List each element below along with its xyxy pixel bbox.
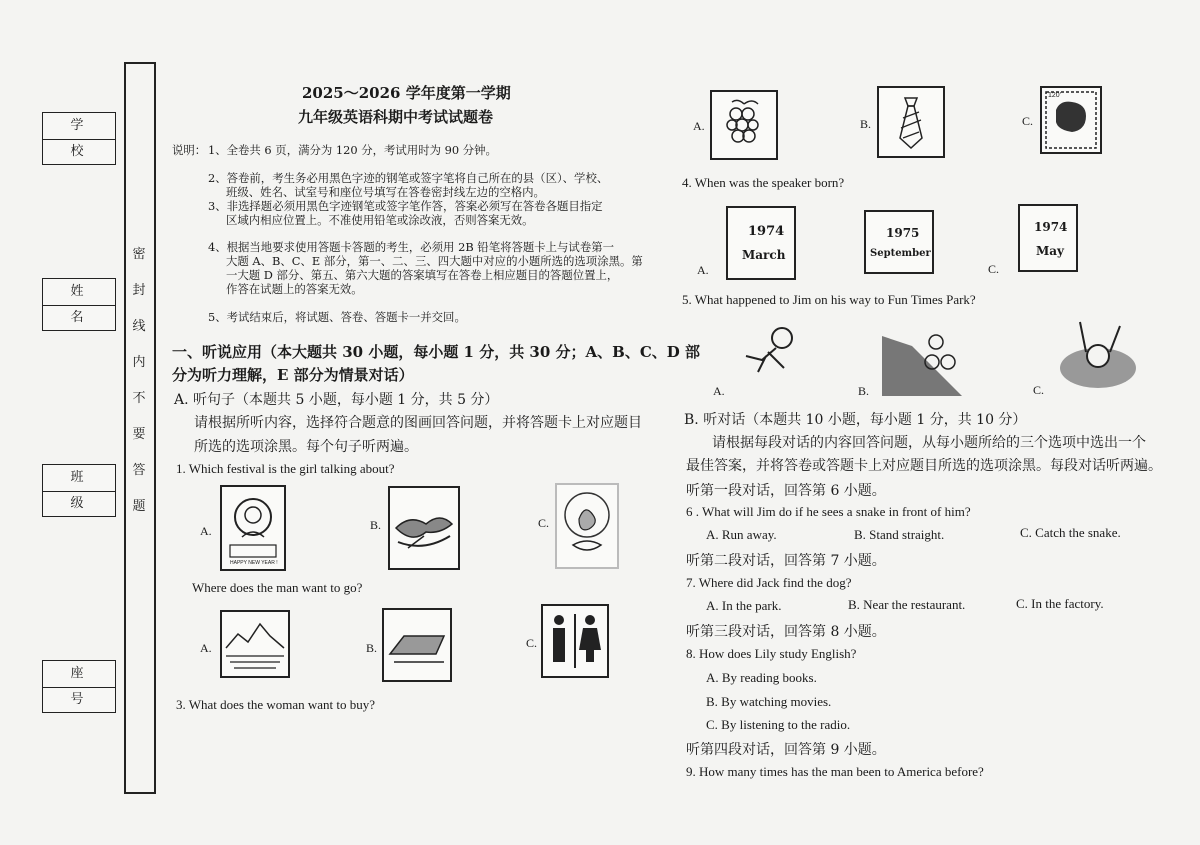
seal-text: [130, 248, 148, 536]
question-1: 1. Which festival is the girl talking about?: [176, 461, 395, 476]
option-label: A.: [693, 119, 705, 133]
q1-option-b-picture[interactable]: [388, 486, 460, 570]
option-label: A.: [200, 524, 212, 538]
question-5: 5. What happened to Jim on his way to Fun Times Park?: [682, 292, 976, 307]
question-4: 4. When was the speaker born?: [682, 175, 845, 190]
bike-accident-icon: [882, 322, 962, 396]
q2-option-c-picture[interactable]: [541, 604, 609, 678]
instruction-4a: 4、根据当地要求使用答题卡答题的考生，必须用 2B 铅笔将答题卡上与试卷第一: [208, 240, 614, 254]
instruction-4c: 一大题 D 部分、第五、第六大题的答案填写在答卷上相应题目的答题位置上，: [226, 268, 619, 282]
toilet-sign-icon: [543, 606, 607, 676]
question-8: 8. How does Lily study English?: [686, 646, 857, 661]
seal-char: 题: [132, 499, 146, 514]
q8-option-a[interactable]: A. By reading books.: [706, 670, 817, 685]
dialogue-4-intro: 听第四段对话，回答第 9 小题。: [686, 742, 886, 758]
option-label: A.: [697, 263, 709, 277]
instruction-3a: 3、非选择题必须用黑色字迹钢笔或签字笔作答，答案必须写在答卷各题目指定: [208, 199, 603, 213]
q8-option-c[interactable]: C. By listening to the radio.: [706, 717, 851, 732]
seal-char: 要: [132, 427, 146, 442]
question-2: Where does the man want to go?: [192, 580, 363, 595]
new-year-card-text: HAPPY NEW YEAR !: [230, 560, 278, 566]
seal-char: 不: [132, 391, 146, 406]
q1-option-c-picture[interactable]: [555, 483, 619, 569]
q7-option-c[interactable]: C. In the factory.: [1016, 596, 1104, 611]
seat-label: 座 号: [43, 661, 115, 688]
q4-option-b-calendar[interactable]: [864, 210, 934, 274]
calendar-month: September: [870, 248, 931, 259]
partA-heading: A. 听句子（本题共 5 小题，每小题 1 分，共 5 分）: [174, 392, 499, 408]
option-label: A.: [200, 641, 212, 655]
section1-heading: 一、听说应用（本大题共 30 小题，每小题 1 分，共 30 分；A、B、C、D 部: [172, 343, 701, 361]
question-6: 6 . What will Jim do if he sees a snake in front of him?: [686, 504, 971, 519]
q3-option-a-picture[interactable]: [710, 90, 778, 160]
section1-heading-cont: 分为听力理解，E 部分为情景对话）: [172, 366, 414, 384]
q7-option-b[interactable]: B. Near the restaurant.: [848, 597, 966, 612]
seal-char: 答: [132, 463, 146, 478]
seal-char: 线: [132, 319, 146, 334]
dialogue-1-intro: 听第一段对话，回答第 6 小题。: [686, 483, 886, 499]
train-icon: [384, 610, 450, 680]
q3-option-c-picture[interactable]: [1040, 86, 1102, 154]
exam-title: 九年级英语科期中考试试题卷: [298, 108, 494, 126]
calendar-year: 1974: [1034, 220, 1068, 234]
calendar-month: March: [742, 248, 786, 262]
q2-option-a-picture[interactable]: [220, 610, 290, 678]
class-label: 班 级: [43, 465, 115, 492]
option-label: C.: [1033, 383, 1045, 397]
fall-into-hole-icon: [1056, 316, 1138, 394]
q5-option-b-picture[interactable]: [882, 322, 962, 396]
seal-char: 封: [132, 283, 146, 298]
option-label: B.: [860, 117, 872, 131]
option-label: C.: [538, 516, 550, 530]
option-label: C.: [988, 262, 1000, 276]
question-7: 7. Where did Jack find the dog?: [686, 575, 852, 590]
exam-term-title: 2025～2026 学年度第一学期: [302, 84, 511, 102]
partB-desc: 请根据每段对话的内容回答问题，从每小题所给的三个选项中选出一个: [712, 435, 1146, 451]
option-label: A.: [713, 384, 725, 398]
q4-option-a-calendar[interactable]: [726, 206, 796, 280]
instruction-4d: 作答在试题上的答案无效。: [226, 282, 363, 296]
partA-desc-cont: 所选的选项涂黑。每个句子听两遍。: [194, 439, 418, 455]
seal-char: 密: [132, 247, 146, 262]
q5-option-a-picture[interactable]: [736, 322, 808, 384]
school-label: 学 校: [43, 113, 115, 140]
instruction-4b: 大题 A、B、C、E 部分，第一、二、三、四大题中对应的小题所选的选项涂黑。第: [226, 254, 643, 268]
calendar-year: 1974: [748, 224, 785, 239]
q6-option-b[interactable]: B. Stand straight.: [854, 527, 945, 542]
calendar-month: May: [1036, 244, 1065, 258]
tie-icon: [879, 88, 943, 156]
dialogue-2-intro: 听第二段对话，回答第 7 小题。: [686, 553, 886, 569]
instruction-5: 5、考试结束后，将试题、答卷、答题卡一并交回。: [208, 310, 466, 324]
q6-option-c[interactable]: C. Catch the snake.: [1020, 525, 1121, 540]
name-label: 姓 名: [43, 279, 115, 306]
grapes-icon: [712, 92, 776, 158]
seal-char: 内: [132, 355, 146, 370]
q2-option-b-picture[interactable]: [382, 608, 452, 682]
instruction-2b: 班级、姓名、试室号和座位号填写在答卷密封线左边的空格内。: [226, 185, 545, 199]
q3-option-b-picture[interactable]: [877, 86, 945, 158]
option-label: B.: [370, 518, 382, 532]
partB-desc-cont: 最佳答案，并将答卷或答题卡上对应题目所选的选项涂黑。每段对话听两遍。: [686, 458, 1162, 474]
instruction-1: 1、全卷共 6 页，满分为 120 分，考试用时为 90 分钟。: [208, 143, 497, 157]
dragon-boat-icon: [390, 488, 458, 568]
q7-option-a[interactable]: A. In the park.: [706, 598, 782, 613]
seat-field: [42, 660, 116, 713]
name-field: [42, 278, 116, 331]
falling-boy-icon: [736, 322, 808, 384]
dialogue-3-intro: 听第三段对话，回答第 8 小题。: [686, 624, 886, 640]
q4-option-c-calendar[interactable]: [1018, 204, 1078, 272]
school-field: [42, 112, 116, 165]
question-9: 9. How many times has the man been to America before?: [686, 764, 984, 779]
instruction-3b: 区域内相应位置上。不准使用铅笔或涂改液，否则答案无效。: [226, 213, 534, 227]
new-year-card-icon: [222, 487, 284, 569]
partA-desc: 请根据所听内容，选择符合题意的图画回答问题，并将答题卡上对应题目: [194, 415, 642, 431]
moon-rabbit-icon: [557, 485, 617, 567]
q5-option-c-picture[interactable]: [1056, 316, 1138, 394]
q8-option-b[interactable]: B. By watching movies.: [706, 694, 832, 709]
calendar-year: 1975: [886, 226, 920, 240]
stamp-value: 120': [1048, 92, 1062, 99]
option-label: C.: [1022, 114, 1034, 128]
instructions-lead: 说明：: [172, 143, 207, 157]
question-3: 3. What does the woman want to buy?: [176, 697, 376, 712]
instruction-2a: 2、答卷前，考生务必用黑色字迹的钢笔或签字笔将自己所在的县（区）、学校、: [208, 171, 609, 185]
q1-option-a-picture[interactable]: [220, 485, 286, 571]
option-label: C.: [526, 636, 538, 650]
option-label: B.: [858, 384, 870, 398]
option-label: B.: [366, 641, 378, 655]
q6-option-a[interactable]: A. Run away.: [706, 527, 777, 542]
class-field: [42, 464, 116, 517]
lake-scenery-icon: [222, 612, 288, 676]
partB-heading: B. 听对话（本题共 10 小题，每小题 1 分，共 10 分）: [684, 412, 1027, 428]
